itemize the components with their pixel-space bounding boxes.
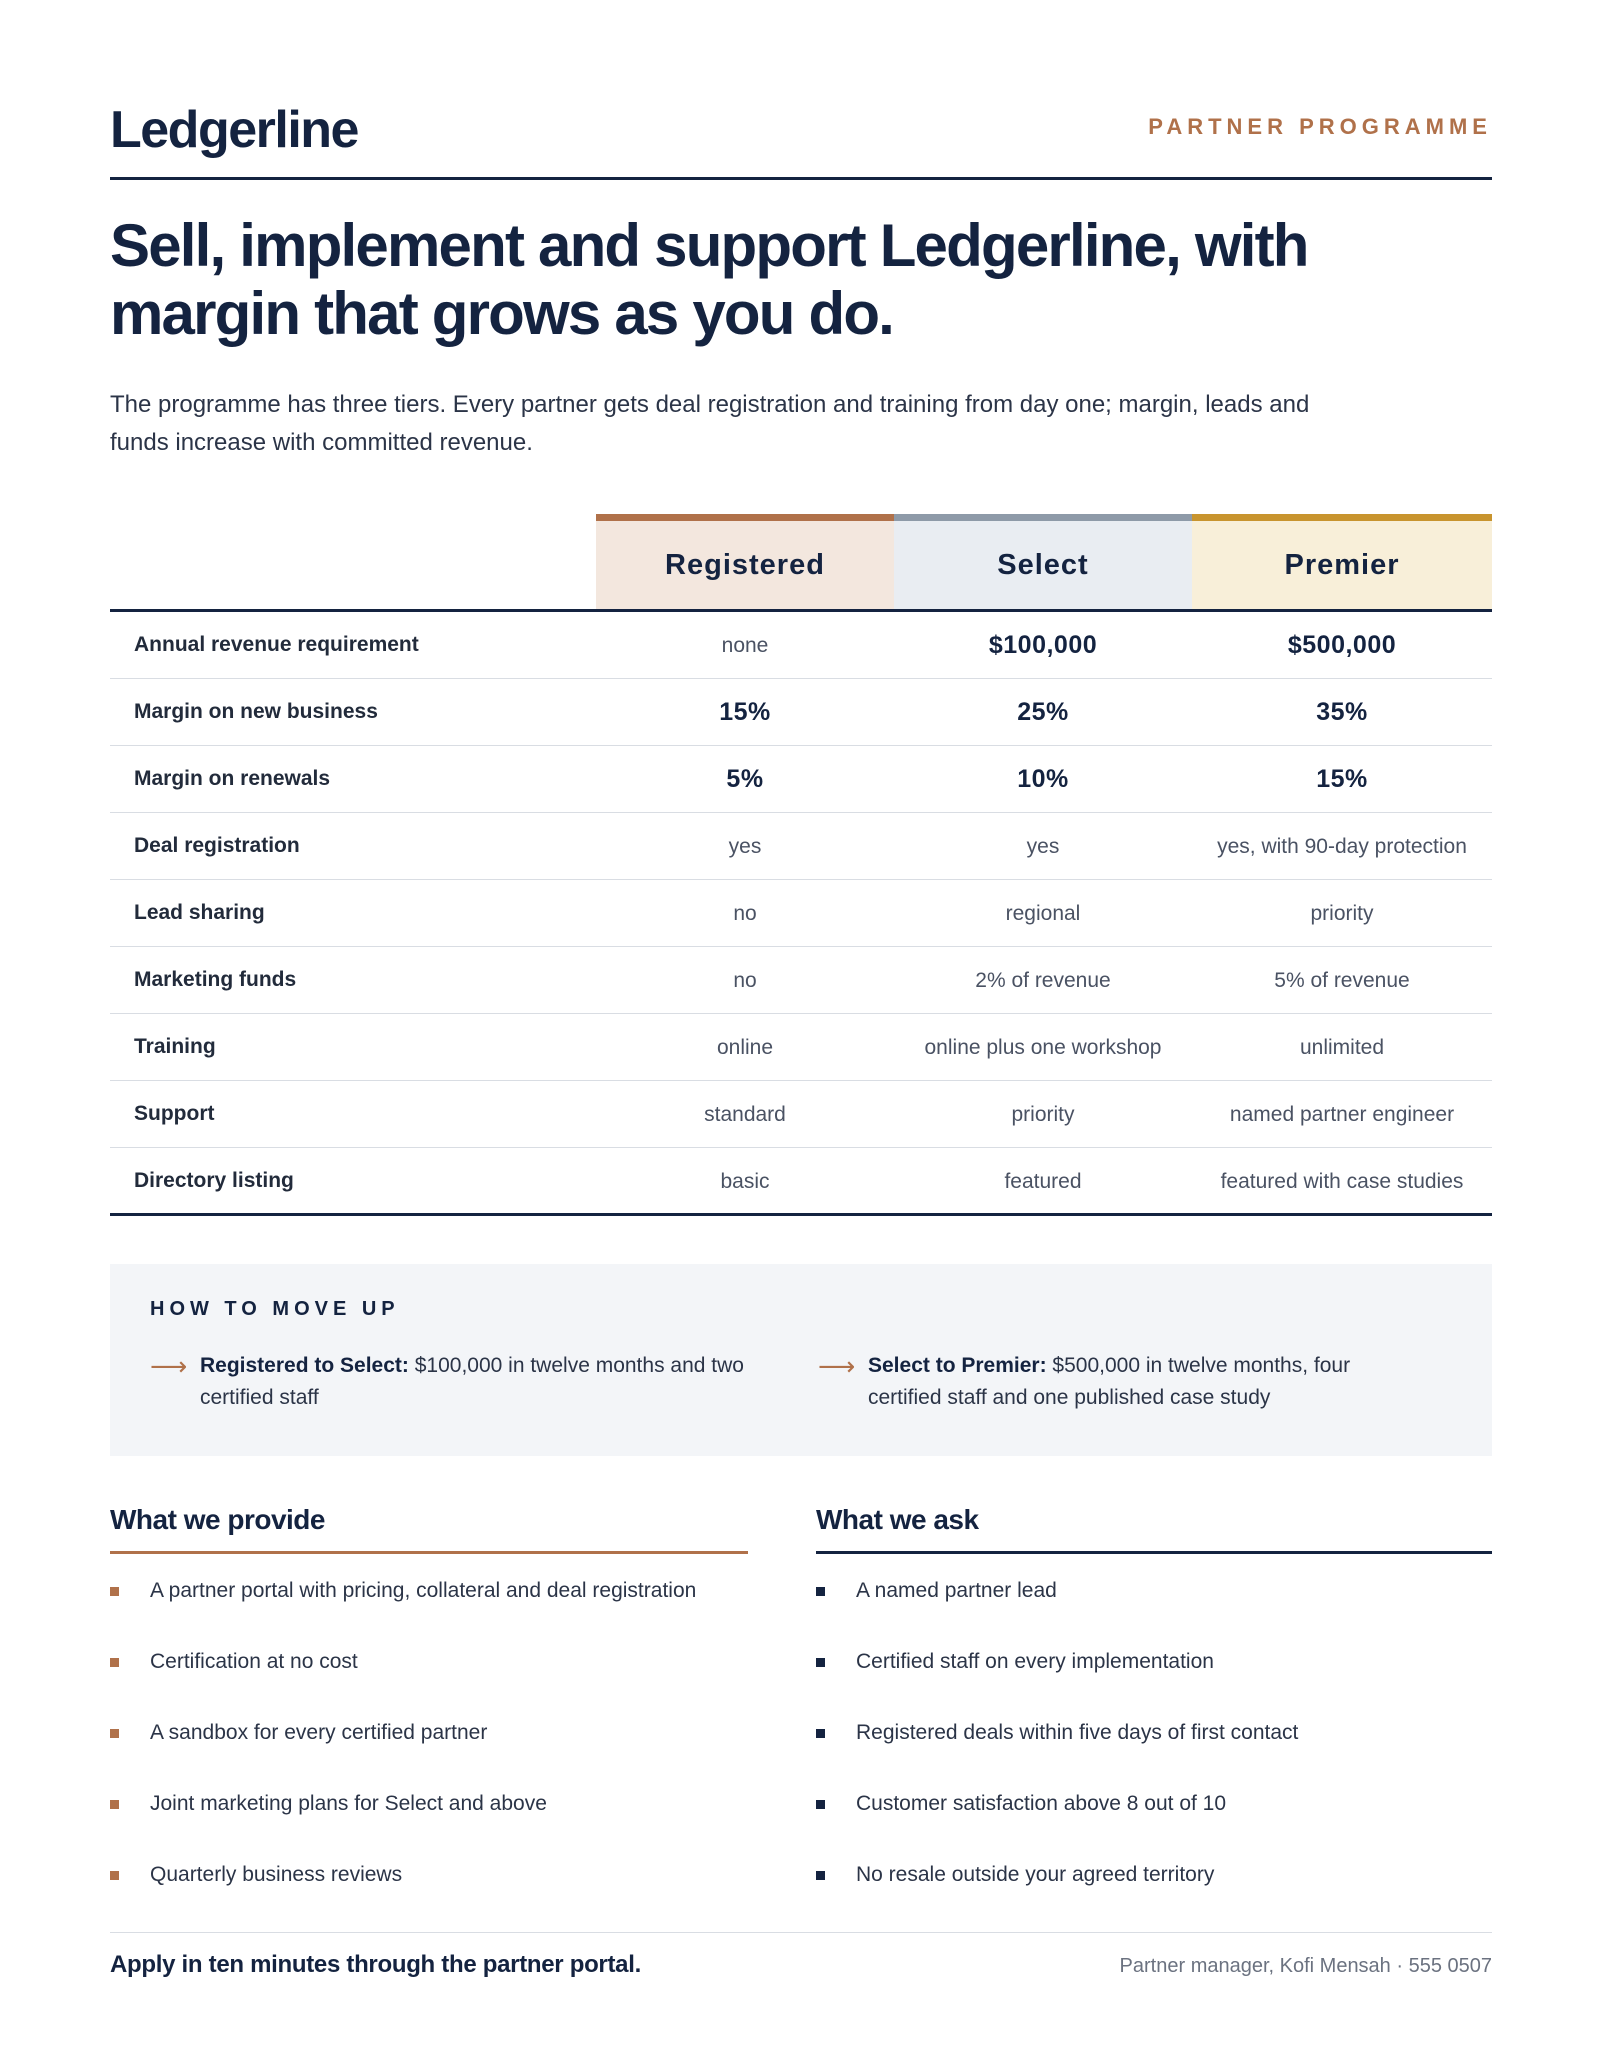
list-item xyxy=(110,1647,748,1718)
table-cell-registered: no xyxy=(733,968,757,992)
row-label: Marketing funds xyxy=(134,968,297,991)
partner-programme-sheet xyxy=(110,0,1492,2071)
row-label: Annual revenue requirement xyxy=(134,633,419,656)
table-row xyxy=(110,947,1492,1014)
tier-header-registered: Registered xyxy=(596,514,894,609)
table-cell-registered: standard xyxy=(704,1102,786,1126)
table-cell-select: yes xyxy=(1026,834,1060,858)
table-cell-select: 2% of revenue xyxy=(975,968,1111,992)
table-cell-premier: 15% xyxy=(1316,764,1368,793)
table-cell-premier: yes, with 90-day protection xyxy=(1217,834,1467,858)
list-item-text: Certified staff on every implementation xyxy=(856,1650,1214,1673)
upgrade-path-lead: Select to Premier: xyxy=(868,1354,1047,1377)
list-item xyxy=(816,1860,1492,1931)
table-cell-select: 25% xyxy=(1017,697,1069,726)
tier-rows xyxy=(110,612,1492,1216)
arrow-right-icon: ⟶ xyxy=(818,1351,856,1381)
table-cell-registered: 15% xyxy=(719,697,771,726)
list-item-text: Registered deals within five days of first contact xyxy=(856,1721,1299,1744)
apply-callout: Apply in ten minutes through the partner portal. xyxy=(110,1951,641,1978)
row-label: Directory listing xyxy=(134,1169,294,1192)
table-cell-registered: basic xyxy=(720,1169,770,1193)
table-cell-select: online plus one workshop xyxy=(924,1035,1162,1059)
list-item xyxy=(816,1576,1492,1647)
section-title: What we provide xyxy=(110,1500,748,1554)
square-bullet-icon xyxy=(110,1587,119,1596)
header xyxy=(110,96,1492,180)
table-cell-registered: yes xyxy=(728,834,762,858)
table-cell-registered: 5% xyxy=(726,764,764,793)
square-bullet-icon xyxy=(816,1800,825,1809)
table-cell-select: regional xyxy=(1005,901,1081,925)
upgrade-path-text xyxy=(200,1350,760,1414)
table-row xyxy=(110,746,1492,813)
brand-logo: Ledgerline xyxy=(110,101,358,159)
table-cell-premier: 35% xyxy=(1316,697,1368,726)
square-bullet-icon xyxy=(110,1729,119,1738)
table-cell-premier: unlimited xyxy=(1299,1035,1385,1059)
row-label: Margin on renewals xyxy=(134,767,331,790)
upgrade-path-text xyxy=(868,1350,1428,1414)
table-row xyxy=(110,1014,1492,1081)
table-row xyxy=(110,1148,1492,1216)
square-bullet-icon xyxy=(816,1729,825,1738)
list-item xyxy=(816,1718,1492,1789)
list-item xyxy=(110,1718,748,1789)
table-row xyxy=(110,813,1492,880)
square-bullet-icon xyxy=(110,1800,119,1809)
table-cell-premier: 5% of revenue xyxy=(1274,968,1410,992)
headline: Sell, implement and support Ledgerline, with margin that grows as you do. xyxy=(110,212,1308,347)
tier-header-select: Select xyxy=(894,514,1192,609)
square-bullet-icon xyxy=(816,1587,825,1596)
provide-list xyxy=(110,1576,748,1931)
square-bullet-icon xyxy=(110,1658,119,1667)
table-cell-select: featured xyxy=(1004,1169,1082,1193)
upgrade-path-detail: $100,000 in twelve months and two certified staff xyxy=(200,1354,744,1409)
table-cell-select: priority xyxy=(1011,1102,1075,1126)
list-item xyxy=(110,1789,748,1860)
row-label: Training xyxy=(134,1035,216,1058)
table-cell-select: 10% xyxy=(1017,764,1069,793)
table-row xyxy=(110,880,1492,947)
what-we-ask-section xyxy=(816,1500,1492,1931)
partner-manager-contact: Partner manager, Kofi Mensah · 555 0507 xyxy=(1119,1955,1492,1977)
list-item-text: A sandbox for every certified partner xyxy=(150,1721,488,1744)
list-item-text: Quarterly business reviews xyxy=(150,1863,403,1886)
table-cell-premier: priority xyxy=(1310,901,1374,925)
programme-label: PARTNER PROGRAMME xyxy=(1148,114,1492,139)
ask-list xyxy=(816,1576,1492,1931)
upgrade-path-lead: Registered to Select: xyxy=(200,1354,409,1377)
list-item-text: Certification at no cost xyxy=(150,1650,358,1673)
table-cell-select: $100,000 xyxy=(988,630,1098,659)
footer xyxy=(110,1932,1492,1992)
how-to-move-up-box xyxy=(110,1264,1492,1456)
what-we-provide-section xyxy=(110,1500,748,1931)
list-item xyxy=(110,1860,748,1931)
tier-header-premier: Premier xyxy=(1192,514,1492,609)
section-title: What we ask xyxy=(816,1500,1492,1554)
list-item-text: Customer satisfaction above 8 out of 10 xyxy=(856,1792,1227,1815)
square-bullet-icon xyxy=(110,1871,119,1880)
table-cell-premier: featured with case studies xyxy=(1220,1169,1464,1193)
table-row xyxy=(110,612,1492,679)
row-label: Lead sharing xyxy=(134,901,265,924)
list-item-text: A partner portal with pricing, collateral and deal registration xyxy=(150,1579,697,1602)
list-item xyxy=(110,1576,748,1647)
list-item xyxy=(816,1789,1492,1860)
upgrade-path-detail: $500,000 in twelve months, four certified staff and one published case study xyxy=(868,1354,1351,1409)
row-label: Support xyxy=(134,1102,215,1125)
list-item-text: A named partner lead xyxy=(856,1579,1057,1602)
square-bullet-icon xyxy=(816,1658,825,1667)
list-item-text: No resale outside your agreed territory xyxy=(856,1863,1215,1886)
table-row xyxy=(110,679,1492,746)
table-cell-premier: named partner engineer xyxy=(1229,1102,1455,1126)
table-cell-premier: $500,000 xyxy=(1287,630,1397,659)
table-row xyxy=(110,1081,1492,1148)
square-bullet-icon xyxy=(816,1871,825,1880)
lead-paragraph: The programme has three tiers. Every partner gets deal registration and training from day one; margin, leads and funds increase with committed revenue. xyxy=(110,391,1310,456)
arrow-right-icon: ⟶ xyxy=(150,1351,188,1381)
row-label: Margin on new business xyxy=(134,700,378,723)
tier-header-row xyxy=(110,514,1492,612)
table-cell-registered: no xyxy=(733,901,757,925)
row-label: Deal registration xyxy=(134,834,300,857)
move-up-title: HOW TO MOVE UP xyxy=(150,1298,400,1320)
list-item xyxy=(816,1647,1492,1718)
table-cell-registered: none xyxy=(721,633,769,657)
list-item-text: Joint marketing plans for Select and above xyxy=(150,1792,547,1815)
table-cell-registered: online xyxy=(716,1035,774,1059)
